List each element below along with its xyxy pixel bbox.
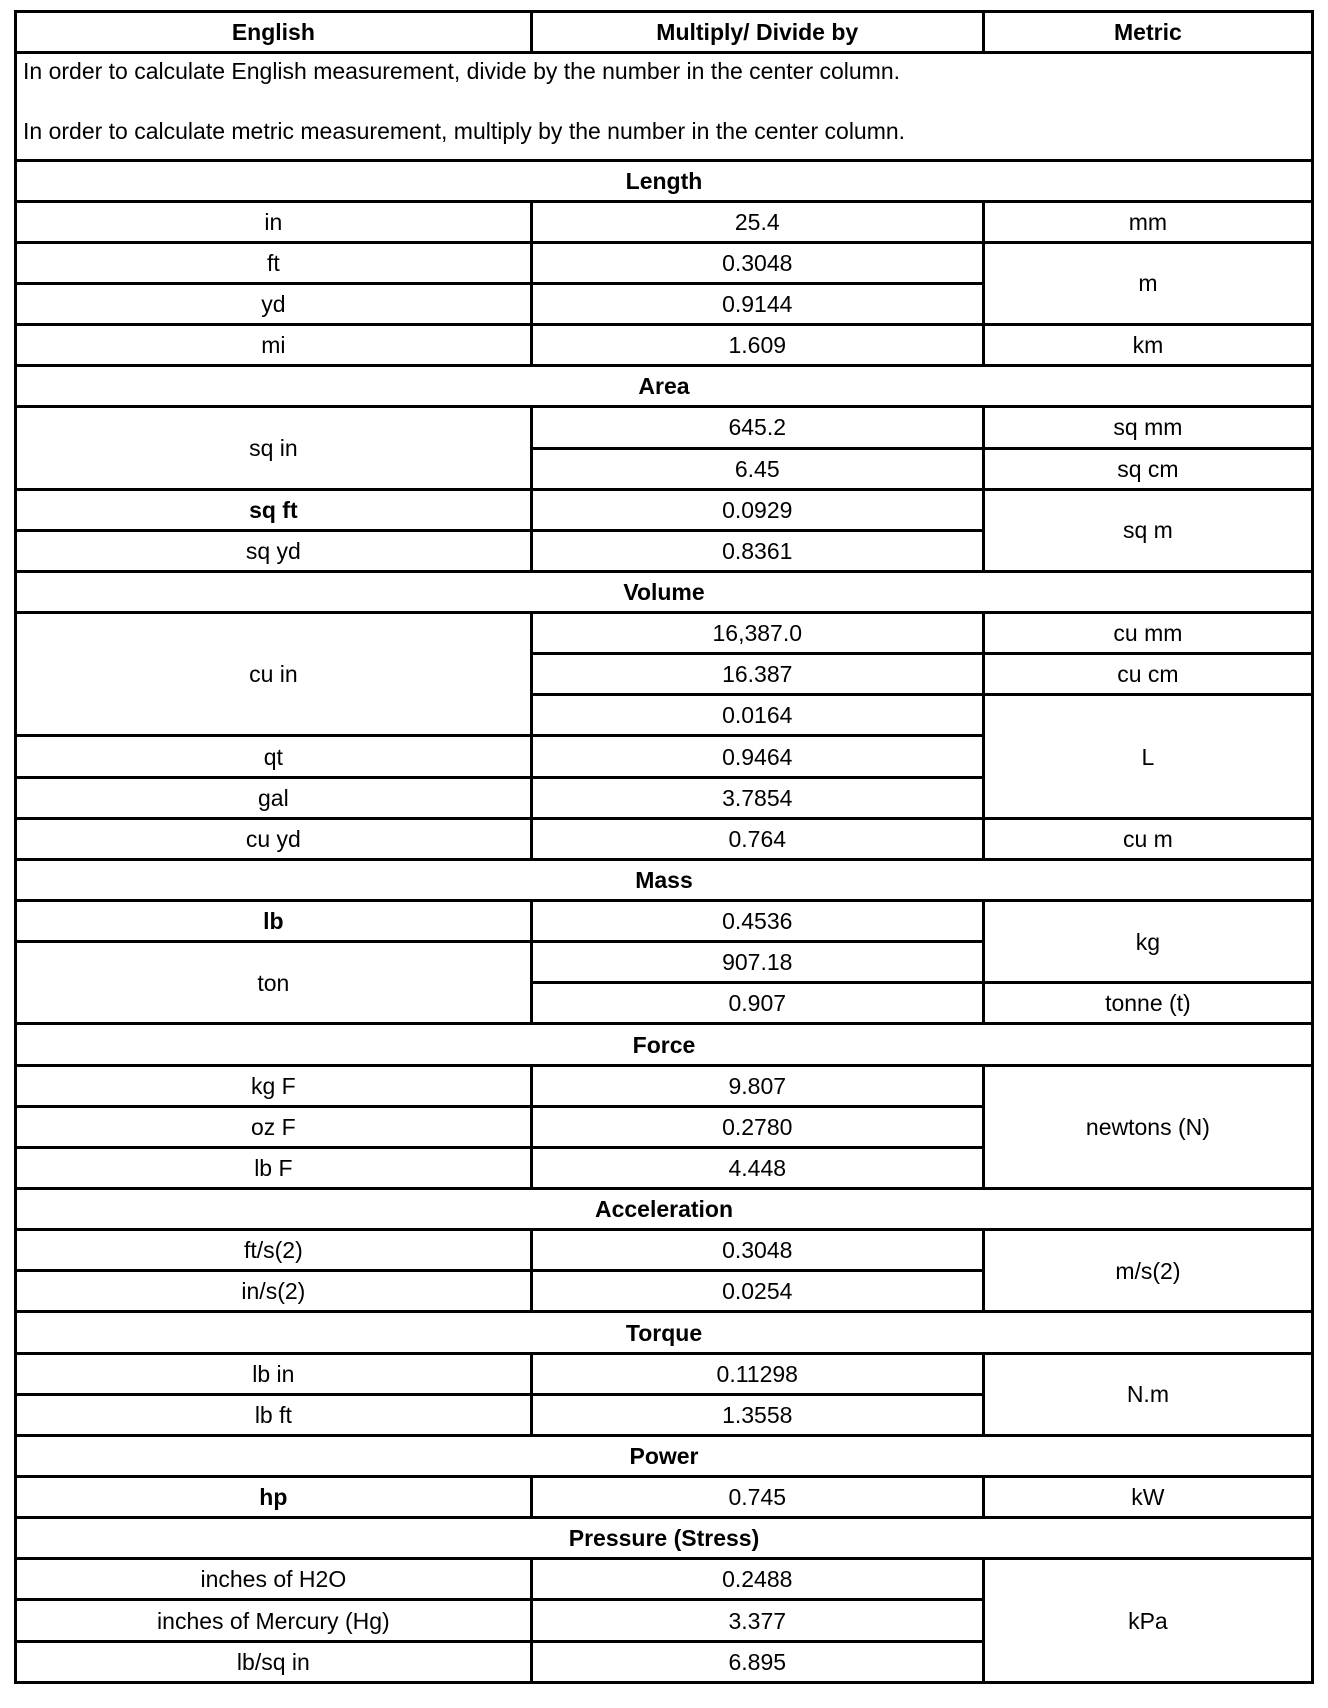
- metric-unit: tonne (t): [983, 983, 1312, 1024]
- intro-row: [16, 53, 1313, 160]
- section-row: [16, 1312, 1313, 1353]
- factor-value: 9.807: [531, 1065, 983, 1106]
- english-unit: inches of H2O: [16, 1559, 532, 1600]
- metric-unit: m/s(2): [983, 1230, 1312, 1312]
- table-row: [16, 407, 1313, 448]
- metric-unit: kPa: [983, 1559, 1312, 1683]
- section-row: [16, 1435, 1313, 1476]
- table-row: [16, 901, 1313, 942]
- english-unit: cu in: [16, 613, 532, 736]
- section-row: [16, 366, 1313, 407]
- table-row: [16, 1230, 1313, 1271]
- english-unit: inches of Mercury (Hg): [16, 1600, 532, 1641]
- section-row: [16, 571, 1313, 612]
- factor-value: 0.8361: [531, 530, 983, 571]
- section-acceleration: Acceleration: [16, 1189, 1313, 1230]
- english-unit: in: [16, 201, 532, 242]
- metric-unit: kW: [983, 1477, 1312, 1518]
- factor-value: 907.18: [531, 942, 983, 983]
- metric-unit: sq cm: [983, 448, 1312, 489]
- section-pressure: Pressure (Stress): [16, 1518, 1313, 1559]
- intro-text: [16, 53, 1313, 160]
- factor-value: 1.609: [531, 325, 983, 366]
- english-unit: oz F: [16, 1106, 532, 1147]
- metric-unit: cu m: [983, 818, 1312, 859]
- english-unit: lb: [16, 901, 532, 942]
- metric-unit: m: [983, 242, 1312, 324]
- table-row: [16, 1559, 1313, 1600]
- factor-value: 16.387: [531, 654, 983, 695]
- factor-value: 6.45: [531, 448, 983, 489]
- metric-unit: kg: [983, 901, 1312, 983]
- factor-value: 0.9464: [531, 736, 983, 777]
- table-row: [16, 201, 1313, 242]
- section-area: Area: [16, 366, 1313, 407]
- metric-unit: L: [983, 695, 1312, 818]
- metric-unit: newtons (N): [983, 1065, 1312, 1188]
- factor-value: 16,387.0: [531, 613, 983, 654]
- intro-line-english: In order to calculate English measurement, divide by the number in the center column.: [23, 58, 901, 85]
- english-unit: lb ft: [16, 1394, 532, 1435]
- intro-line-metric: In order to calculate metric measurement, multiply by the number in the center column.: [23, 118, 906, 145]
- section-mass: Mass: [16, 859, 1313, 900]
- table-row: [16, 489, 1313, 530]
- metric-unit: sq mm: [983, 407, 1312, 448]
- section-row: [16, 1518, 1313, 1559]
- factor-value: 0.9144: [531, 283, 983, 324]
- metric-unit: sq m: [983, 489, 1312, 571]
- factor-value: 0.745: [531, 1477, 983, 1518]
- english-unit: gal: [16, 777, 532, 818]
- english-unit: lb/sq in: [16, 1641, 532, 1682]
- english-unit: sq yd: [16, 530, 532, 571]
- factor-value: 1.3558: [531, 1394, 983, 1435]
- factor-value: 0.2488: [531, 1559, 983, 1600]
- section-row: [16, 859, 1313, 900]
- metric-unit: cu mm: [983, 613, 1312, 654]
- english-unit: mi: [16, 325, 532, 366]
- factor-value: 0.2780: [531, 1106, 983, 1147]
- factor-value: 0.764: [531, 818, 983, 859]
- english-unit: hp: [16, 1477, 532, 1518]
- english-unit: cu yd: [16, 818, 532, 859]
- factor-value: 0.4536: [531, 901, 983, 942]
- factor-value: 0.3048: [531, 1230, 983, 1271]
- english-unit: kg F: [16, 1065, 532, 1106]
- section-length: Length: [16, 160, 1313, 201]
- english-unit: sq in: [16, 407, 532, 489]
- conversion-table: [14, 10, 1314, 1684]
- header-factor: Multiply/ Divide by: [531, 12, 983, 53]
- table-row: [16, 1065, 1313, 1106]
- factor-value: 0.11298: [531, 1353, 983, 1394]
- section-row: [16, 1024, 1313, 1065]
- table-row: [16, 1477, 1313, 1518]
- table-row: [16, 242, 1313, 283]
- factor-value: 6.895: [531, 1641, 983, 1682]
- table-row: [16, 818, 1313, 859]
- header-row: [16, 12, 1313, 53]
- metric-unit: mm: [983, 201, 1312, 242]
- table-row: [16, 1353, 1313, 1394]
- section-power: Power: [16, 1435, 1313, 1476]
- english-unit: in/s(2): [16, 1271, 532, 1312]
- english-unit: lb F: [16, 1147, 532, 1188]
- metric-unit: N.m: [983, 1353, 1312, 1435]
- english-unit: ton: [16, 942, 532, 1024]
- factor-value: 0.3048: [531, 242, 983, 283]
- english-unit: yd: [16, 283, 532, 324]
- english-unit: lb in: [16, 1353, 532, 1394]
- header-metric: Metric: [983, 12, 1312, 53]
- factor-value: 0.907: [531, 983, 983, 1024]
- table-row: [16, 613, 1313, 654]
- english-unit: qt: [16, 736, 532, 777]
- english-unit: ft: [16, 242, 532, 283]
- section-torque: Torque: [16, 1312, 1313, 1353]
- section-force: Force: [16, 1024, 1313, 1065]
- factor-value: 3.377: [531, 1600, 983, 1641]
- table-row: [16, 325, 1313, 366]
- factor-value: 4.448: [531, 1147, 983, 1188]
- english-unit: ft/s(2): [16, 1230, 532, 1271]
- factor-value: 3.7854: [531, 777, 983, 818]
- header-english: English: [16, 12, 532, 53]
- english-unit: sq ft: [16, 489, 532, 530]
- section-row: [16, 1189, 1313, 1230]
- factor-value: 0.0164: [531, 695, 983, 736]
- section-row: [16, 160, 1313, 201]
- metric-unit: km: [983, 325, 1312, 366]
- section-volume: Volume: [16, 571, 1313, 612]
- factor-value: 645.2: [531, 407, 983, 448]
- factor-value: 0.0254: [531, 1271, 983, 1312]
- factor-value: 0.0929: [531, 489, 983, 530]
- metric-unit: cu cm: [983, 654, 1312, 695]
- factor-value: 25.4: [531, 201, 983, 242]
